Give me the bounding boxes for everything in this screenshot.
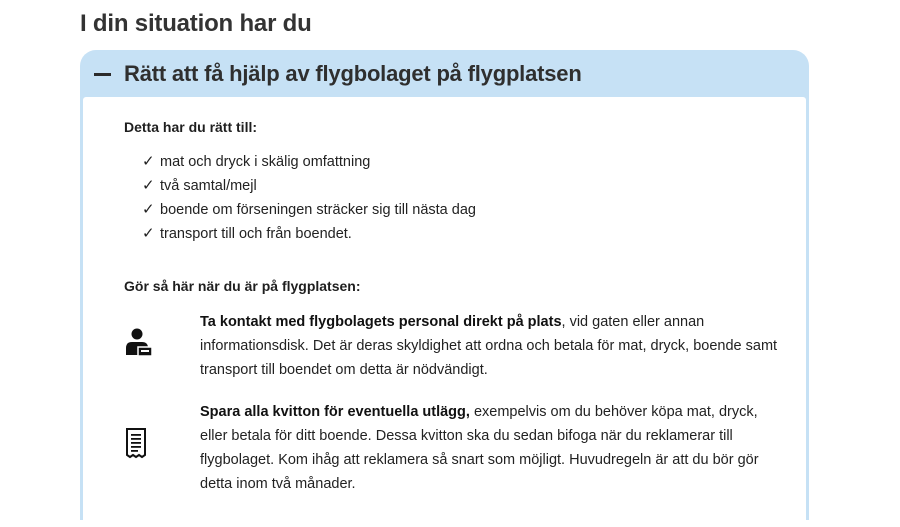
checkmark-icon: ✓: [142, 201, 155, 218]
checkmark-icon: ✓: [142, 177, 155, 194]
checkmark-icon: ✓: [142, 153, 155, 170]
accordion-content: [83, 97, 806, 527]
list-item: ✓ mat och dryck i skälig omfattning: [142, 150, 476, 174]
checkmark-icon: ✓: [142, 225, 155, 242]
rights-heading: Detta har du rätt till:: [124, 119, 258, 135]
minus-icon[interactable]: [94, 73, 111, 76]
step-contact-staff: Ta kontakt med flygbolagets personal direkt på plats, vid gaten eller annan informationsdisk. Det är deras skyldighet att ordna och betala för mat, dryck, boende samt transport till boendet om detta är nödvändigt.: [200, 314, 778, 378]
accordion-title[interactable]: Rätt att få hjälp av flygbolaget på flygplatsen: [124, 60, 582, 86]
page-heading: I din situation har du: [80, 10, 312, 37]
list-item: ✓ boende om förseningen sträcker sig till nästa dag: [142, 198, 476, 222]
accordion-panel: [80, 50, 809, 520]
step-save-receipts: Spara alla kvitton för eventuella utlägg, exempelvis om du behöver köpa mat, dryck, eller betala för ditt boende. Dessa kvitton ska du sedan bifoga när du reklamerar till flygbolaget. Kom ihåg att reklamera så snart som möjligt. Huvudregeln är att du bör gör detta inom två månader.: [200, 404, 759, 492]
rights-list: [142, 150, 476, 246]
list-item: ✓ transport till och från boendet.: [142, 222, 476, 246]
actions-heading: Gör så här när du är på flygplatsen:: [124, 278, 361, 294]
airline-staff-icon: [124, 327, 154, 362]
list-item: ✓ två samtal/mejl: [142, 174, 476, 198]
receipt-icon: [124, 427, 148, 464]
accordion-header[interactable]: [80, 50, 809, 97]
